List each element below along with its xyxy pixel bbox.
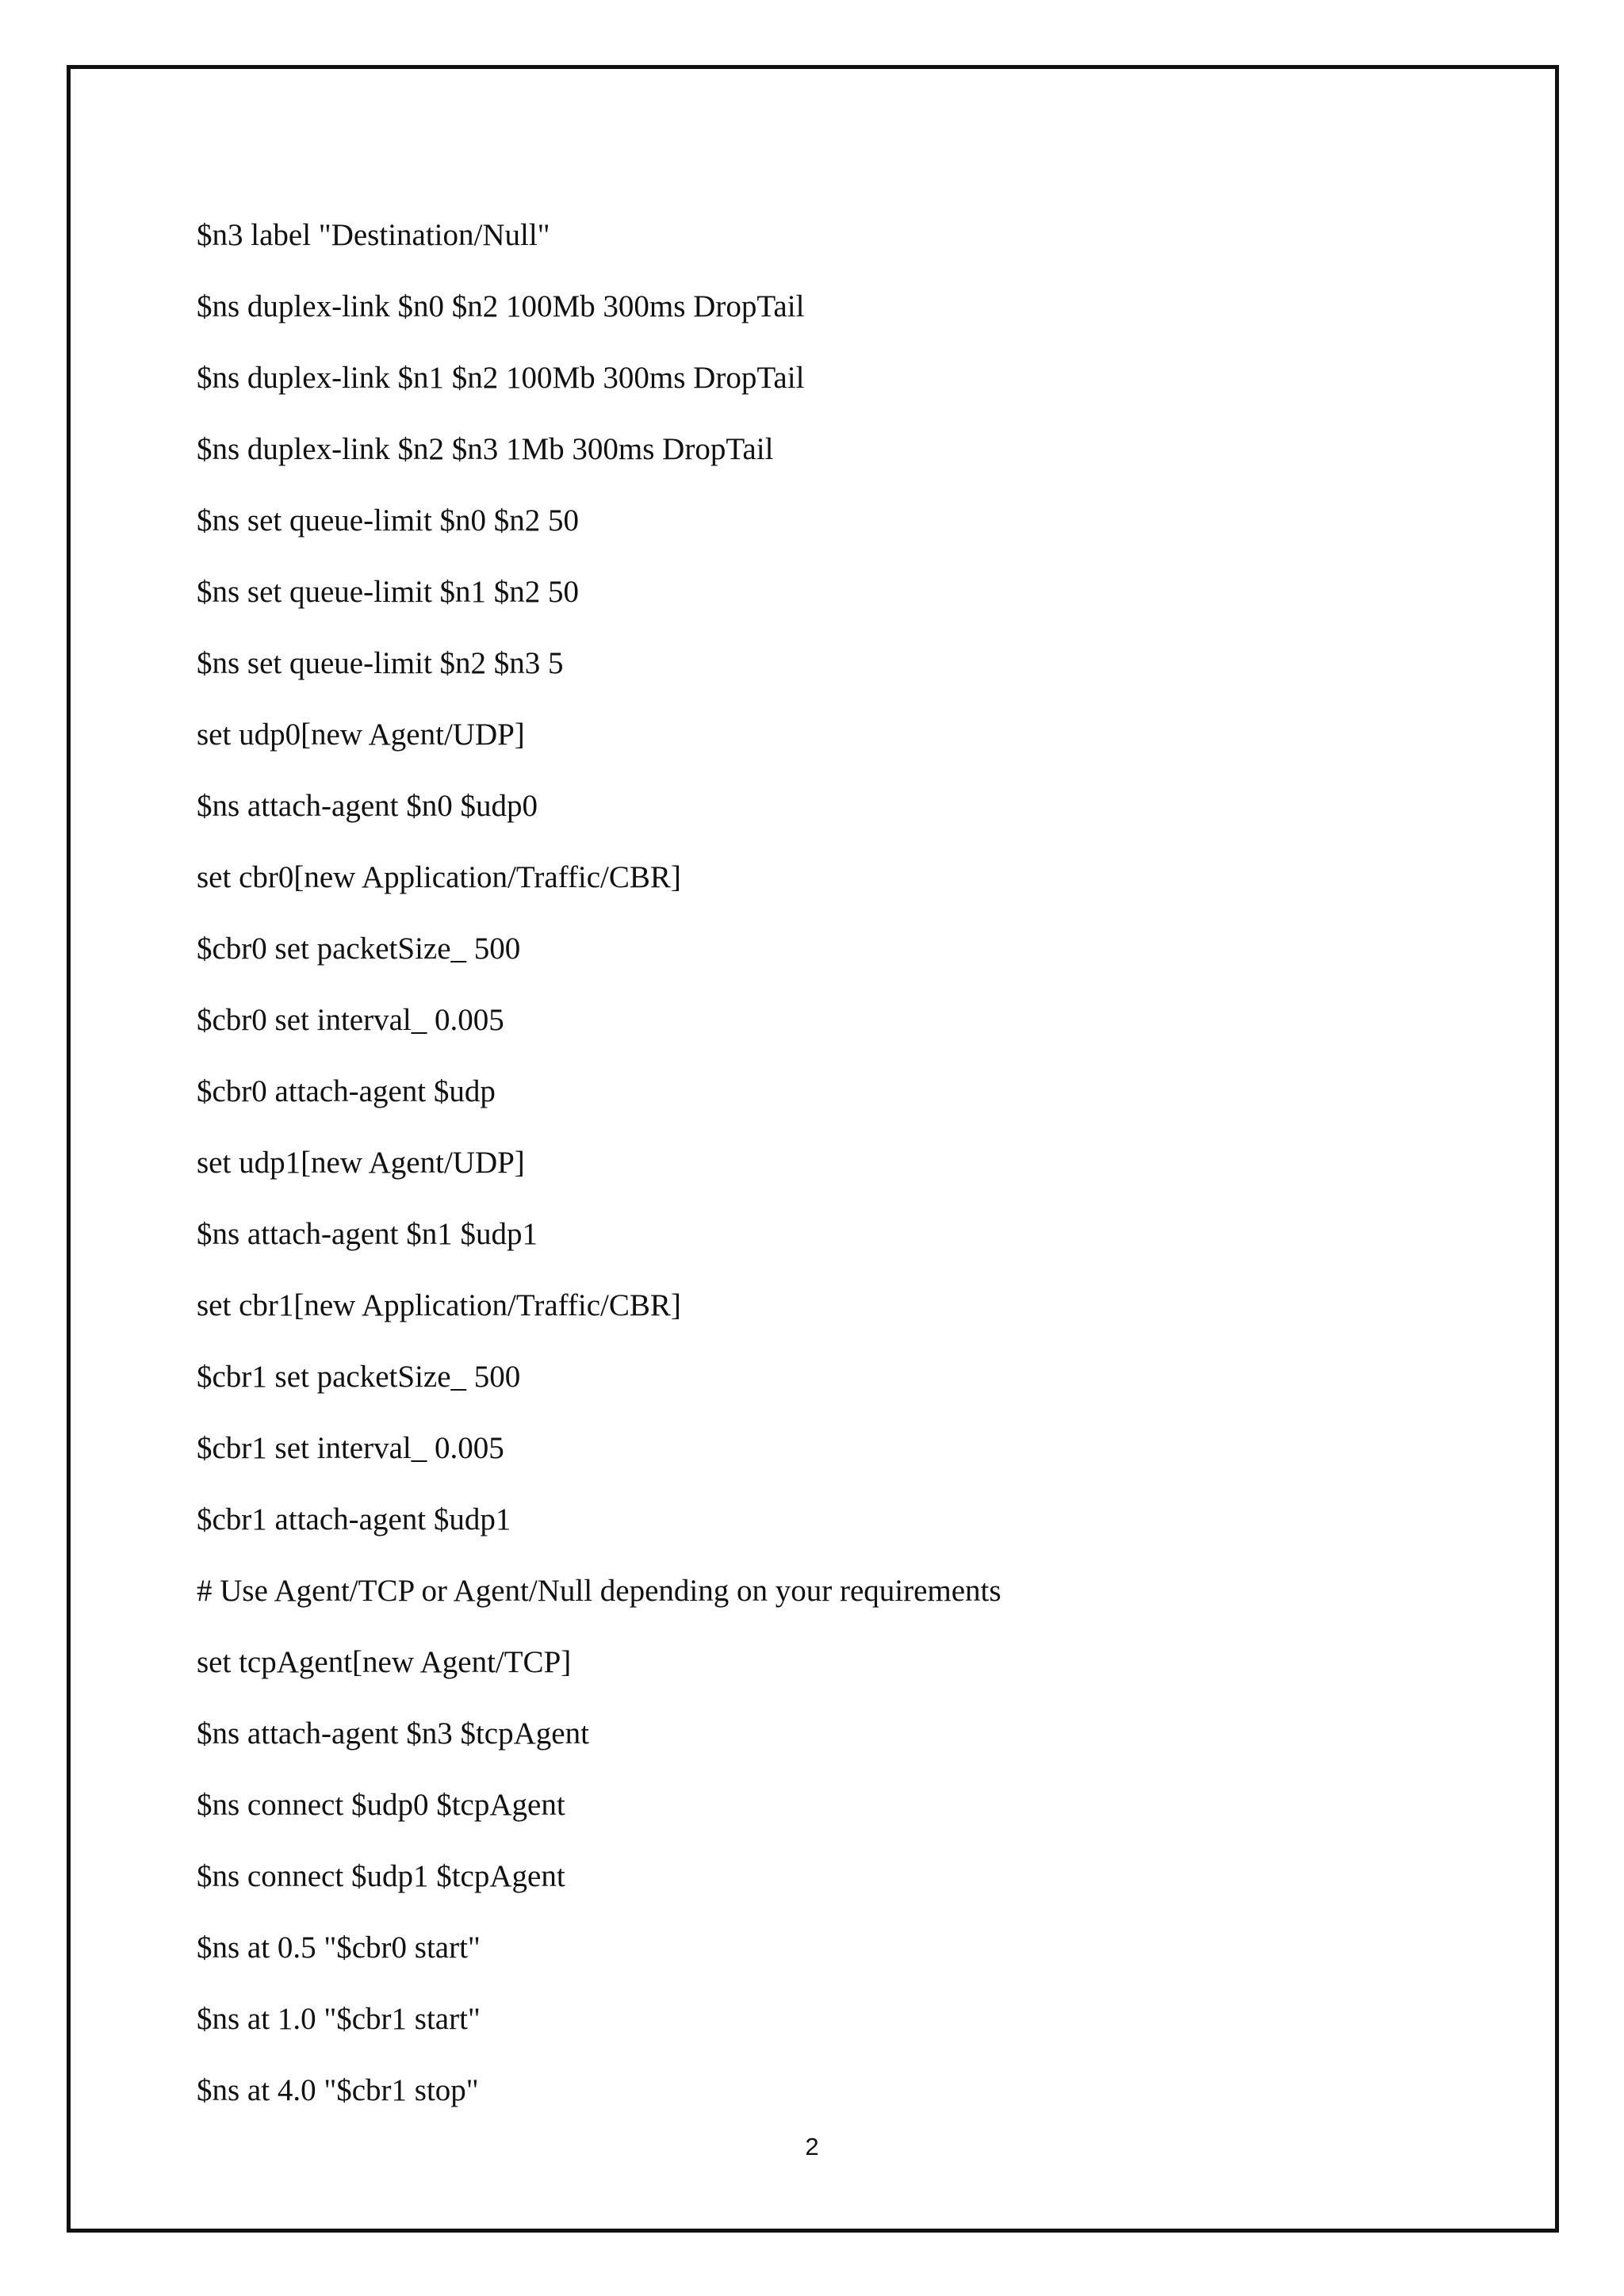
code-line: set tcpAgent[new Agent/TCP] — [197, 1645, 572, 1679]
code-line: $ns attach-agent $n3 $tcpAgent — [197, 1716, 589, 1751]
code-line: $ns set queue-limit $n2 $n3 5 — [197, 646, 564, 680]
code-line: $ns at 1.0 "$cbr1 start" — [197, 2002, 481, 2036]
page-number: 2 — [805, 2133, 819, 2160]
code-line: set udp0[new Agent/UDP] — [197, 718, 525, 752]
code-line: set cbr0[new Application/Traffic/CBR] — [197, 860, 681, 894]
code-line: set cbr1[new Application/Traffic/CBR] — [197, 1288, 681, 1322]
code-line: $n3 label "Destination/Null" — [197, 218, 550, 252]
code-line: set udp1[new Agent/UDP] — [197, 1146, 525, 1180]
code-line: $cbr0 set interval_ 0.005 — [197, 1003, 504, 1037]
code-line: $ns duplex-link $n1 $n2 100Mb 300ms DropTail — [197, 361, 805, 395]
code-line: $cbr0 set packetSize_ 500 — [197, 932, 521, 966]
code-line: $cbr1 set packetSize_ 500 — [197, 1360, 521, 1394]
code-line: $ns attach-agent $n0 $udp0 — [197, 789, 538, 823]
code-line: $ns duplex-link $n0 $n2 100Mb 300ms DropTail — [197, 289, 805, 323]
code-line: $ns connect $udp1 $tcpAgent — [197, 1859, 565, 1893]
code-line: $ns at 4.0 "$cbr1 stop" — [197, 2073, 479, 2107]
code-listing — [197, 200, 1002, 2126]
code-line: # Use Agent/TCP or Agent/Null depending on your requirements — [197, 1574, 1002, 1608]
code-line: $cbr1 set interval_ 0.005 — [197, 1431, 504, 1465]
code-line: $ns set queue-limit $n0 $n2 50 — [197, 503, 580, 538]
code-line: $ns at 0.5 "$cbr0 start" — [197, 1931, 481, 1965]
code-line: $cbr1 attach-agent $udp1 — [197, 1502, 511, 1536]
code-line: $cbr0 attach-agent $udp — [197, 1074, 496, 1108]
code-line: $ns duplex-link $n2 $n3 1Mb 300ms DropTail — [197, 432, 774, 466]
code-line: $ns attach-agent $n1 $udp1 — [197, 1217, 538, 1251]
code-line: $ns set queue-limit $n1 $n2 50 — [197, 575, 580, 609]
code-line: $ns connect $udp0 $tcpAgent — [197, 1788, 565, 1822]
